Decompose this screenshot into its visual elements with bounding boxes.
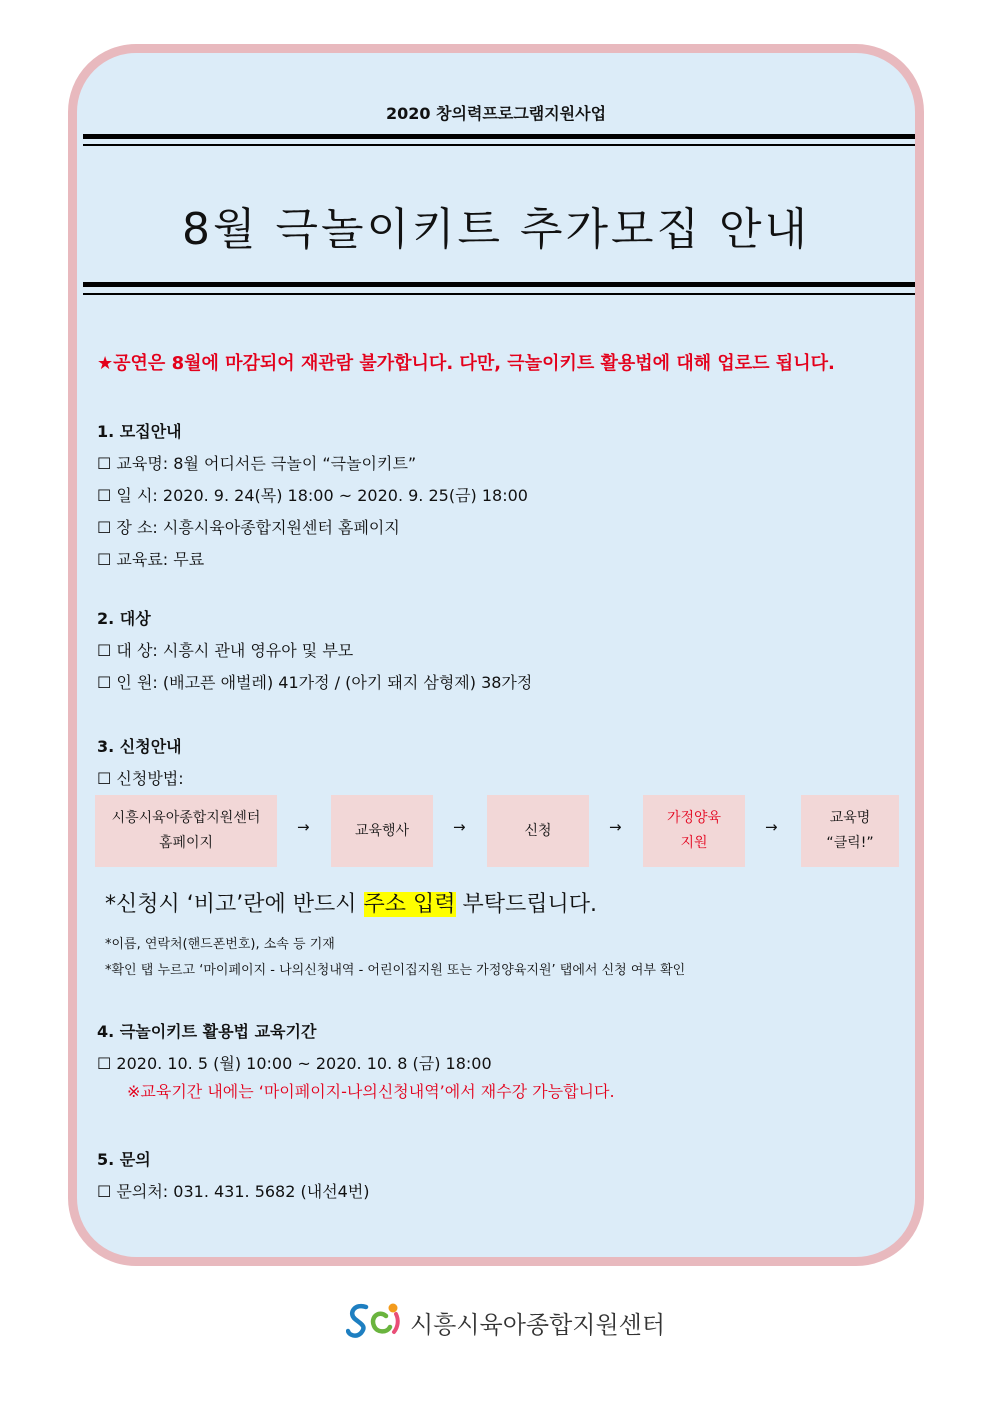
center-logo-icon (346, 1300, 402, 1344)
program-name: 2020 창의력프로그램지원사업 (385, 104, 607, 123)
arrow-right-icon: → (453, 818, 466, 836)
flow-step-text: 교육행사 (354, 822, 410, 839)
flow-step-text: 지원 (680, 835, 708, 851)
retake-note: ※교육기간 내에는 ‘마이페이지-나의신청내역’에서 재수강 가능합니다. (127, 1082, 615, 1101)
arrow-right-icon: → (765, 818, 778, 836)
center-name: 시흥시육아종합지원센터 (410, 1310, 666, 1339)
section-1-line: ☐ 장 소: 시흥시육아종합지원센터 홈페이지 (97, 518, 400, 537)
section-2-line: ☐ 대 상: 시흥시 관내 영유아 및 부모 (97, 641, 354, 660)
section-1-line: ☐ 일 시: 2020. 9. 24(목) 18:00 ~ 2020. 9. 25(금) 18:00 (97, 486, 528, 505)
flow-step-home-care (643, 795, 745, 867)
flow-step-homepage (95, 795, 277, 867)
arrow-right-icon: → (609, 818, 622, 836)
important-notice: ★공연은 8월에 마감되어 재관람 불가합니다. 다만, 극놀이키트 활용법에 대해 업로드 됩니다. (97, 353, 835, 374)
top-rule-thin (83, 144, 915, 146)
flow-step-text: 가정양육 (666, 810, 722, 826)
bottom-rule-thin (83, 293, 915, 295)
section-1-heading: 1. 모집안내 (97, 422, 182, 441)
section-3-heading: 3. 신청안내 (97, 737, 182, 756)
address-note-text: *신청시 ‘비고’란에 반드시 (105, 892, 364, 917)
flow-step-text: 시흥시육아종합지원센터 (111, 810, 261, 826)
section-1-line: ☐ 교육명: 8월 어디서든 극놀이 “극놀이키트” (97, 454, 417, 473)
top-rule-thick (83, 134, 915, 139)
section-2-line: ☐ 인 원: (배고픈 애벌레) 41가정 / (아기 돼지 삼형제) 38가정 (97, 673, 533, 692)
section-4-line: ☐ 2020. 10. 5 (월) 10:00 ~ 2020. 10. 8 (금) 18:00 (97, 1054, 492, 1073)
flow-step-text: 신청 (524, 822, 552, 839)
arrow-right-icon: → (297, 818, 310, 836)
footer (346, 1300, 665, 1344)
section-4-heading: 4. 극놀이키트 활용법 교육기간 (97, 1022, 317, 1041)
page-title: 8월 극놀이키트 추가모집 안내 (182, 204, 810, 255)
section-5-line: ☐ 문의처: 031. 431. 5682 (내선4번) (97, 1182, 370, 1201)
small-note: *확인 탭 누르고 ‘마이페이지 - 나의신청내역 - 어린이집지원 또는 가정양육지원’ 탭에서 신청 여부 확인 (105, 963, 686, 978)
flow-step-text: 홈페이지 (158, 835, 214, 851)
flow-step-text: 교육명 (829, 810, 871, 826)
address-highlight: 주소 입력 (363, 892, 456, 917)
address-note-text: 부탁드립니다. (455, 892, 598, 917)
flow-step-click (801, 795, 899, 867)
bottom-rule-thick (83, 282, 915, 287)
notice-card (68, 44, 924, 1266)
address-note (105, 887, 597, 918)
flow-step-events (331, 795, 433, 867)
section-1-line: ☐ 교육료: 무료 (97, 550, 205, 569)
small-note: *이름, 연락처(핸드폰번호), 소속 등 기재 (105, 937, 335, 952)
flow-step-text: “클릭!” (826, 835, 874, 851)
flow-step-apply (487, 795, 589, 867)
application-method-label: ☐ 신청방법: (97, 769, 184, 788)
section-2-heading: 2. 대상 (97, 609, 151, 628)
section-5-heading: 5. 문의 (97, 1150, 151, 1169)
